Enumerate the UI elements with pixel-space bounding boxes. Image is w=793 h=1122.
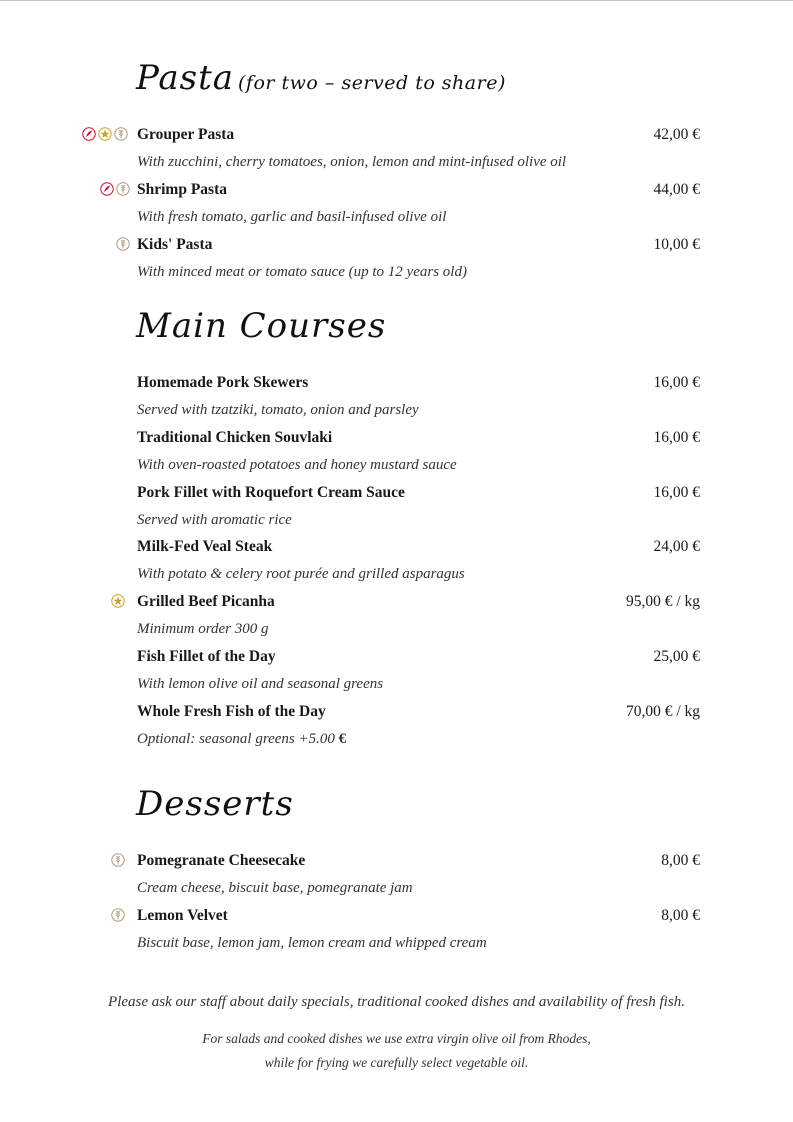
item-price: 42,00 € [653,126,700,143]
menu-item [0,429,793,453]
item-name: Fish Fillet of the Day [137,648,276,665]
star-icon [111,594,125,608]
footer-oil-line-2: while for frying we carefully select vegetable oil. [264,1055,529,1070]
item-description: With potato & celery root purée and grilled asparagus [137,566,465,582]
item-price: 16,00 € [653,374,700,391]
item-description-text: Optional: seasonal greens +5.00 [137,731,335,747]
footer-oil-line-1: For salads and cooked dishes we use extra virgin olive oil from Rhodes, [202,1031,591,1046]
menu-item [0,703,793,727]
wheat-icon [111,908,125,922]
item-price: 24,00 € [653,538,700,555]
item-price: 8,00 € [661,852,700,869]
item-price: 70,00 € / kg [625,703,700,720]
item-name: Traditional Chicken Souvlaki [137,429,333,446]
item-price: 44,00 € [653,181,700,198]
euro-sign: € [338,731,347,747]
item-icons [111,908,125,924]
pasta-subtitle: (for two – served to share) [238,72,506,94]
item-icons [116,237,130,253]
menu-item [0,181,793,205]
item-icons [111,594,125,610]
menu-item [0,538,793,562]
menu-item [0,236,793,260]
item-name: Pork Fillet with Roquefort Cream Sauce [137,484,405,501]
wheat-icon [114,127,128,141]
item-price: 10,00 € [653,236,700,253]
item-description: With fresh tomato, garlic and basil-infused olive oil [137,209,447,225]
section-title-desserts: Desserts [136,784,294,824]
item-price: 8,00 € [661,907,700,924]
section-title-pasta [136,58,506,98]
section-title-mains: Main Courses [136,306,387,346]
item-description: Biscuit base, lemon jam, lemon cream and whipped cream [137,935,487,951]
item-name: Grouper Pasta [137,126,235,143]
item-name: Homemade Pork Skewers [137,374,309,391]
pasta-title: Pasta [136,58,235,98]
item-description: With zucchini, cherry tomatoes, onion, lemon and mint-infused olive oil [137,154,567,170]
item-name: Pomegranate Cheesecake [137,852,306,869]
item-description: Served with aromatic rice [137,512,292,528]
item-name: Kids' Pasta [137,236,213,253]
star-icon [98,127,112,141]
menu-item [0,593,793,617]
wheat-icon [116,237,130,251]
item-description: Minimum order 300 g [137,621,269,637]
item-description: With lemon olive oil and seasonal greens [137,676,384,692]
item-name: Grilled Beef Picanha [137,593,275,610]
chili-icon [100,182,114,196]
item-icons [100,182,130,198]
item-description: Cream cheese, biscuit base, pomegranate jam [137,880,413,896]
menu-item [0,374,793,398]
menu-item [0,648,793,672]
menu-item [0,907,793,931]
menu-item [0,852,793,876]
item-name: Shrimp Pasta [137,181,227,198]
item-name: Whole Fresh Fish of the Day [137,703,326,720]
menu-item [0,126,793,150]
item-name: Milk-Fed Veal Steak [137,538,273,555]
item-description [137,731,346,748]
item-description: Served with tzatziki, tomato, onion and parsley [137,402,419,418]
item-price: 95,00 € / kg [625,593,700,610]
top-border [0,0,793,1]
item-icons [111,853,125,869]
footer-note: Please ask our staff about daily specials, traditional cooked dishes and availability of fresh fish. [108,994,685,1010]
chili-icon [82,127,96,141]
item-name: Lemon Velvet [137,907,228,924]
item-description: With oven-roasted potatoes and honey mustard sauce [137,457,457,473]
item-icons [82,127,128,143]
item-price: 25,00 € [653,648,700,665]
menu-item [0,484,793,508]
item-price: 16,00 € [653,429,700,446]
wheat-icon [116,182,130,196]
item-price: 16,00 € [653,484,700,501]
item-description: With minced meat or tomato sauce (up to 12 years old) [137,264,467,280]
wheat-icon [111,853,125,867]
